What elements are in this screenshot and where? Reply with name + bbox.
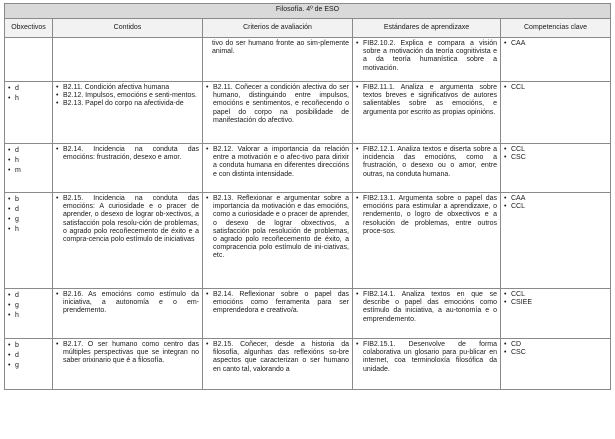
header-obxectivos: Obxectivos xyxy=(5,19,53,38)
competencias-item: • CCL xyxy=(504,146,607,154)
competencias-item: • CSIEE xyxy=(504,299,607,307)
competencias-item: • CD xyxy=(504,341,607,349)
criterios-item: • B2.11. Coñecer a condición afectiva do ser humano, distinguindo entre impulsos, emocións e sentimentos, e recoñecendo o papel do corpo na posibilidade de manifestación do afectivo. xyxy=(206,84,349,125)
cell-estandares xyxy=(353,339,501,390)
competencias-item: • CAA xyxy=(504,195,607,203)
obxectivos-item: • m xyxy=(8,166,49,176)
contidos-item: • B2.12. Impulsos, emocións e senti-mentos. xyxy=(56,92,199,100)
cell-contidos xyxy=(53,144,203,193)
cell-estandares xyxy=(353,82,501,144)
cell-competencias xyxy=(501,289,611,339)
obxectivos-item: • g xyxy=(8,215,49,225)
table-row xyxy=(5,339,611,390)
curriculum-table xyxy=(4,3,611,390)
cell-obxectivos xyxy=(5,289,53,339)
obxectivos-item: • g xyxy=(8,361,49,371)
competencias-item: • CCL xyxy=(504,291,607,299)
obxectivos-item: • h xyxy=(8,94,49,104)
obxectivos-item: • d xyxy=(8,351,49,361)
header-contidos: Contidos xyxy=(53,19,203,38)
cell-contidos xyxy=(53,38,203,82)
competencias-item: • CCL xyxy=(504,84,607,92)
criterios-item: • B2.14. Reflexionar sobre o papel das emocións como ferramenta para ser emprendedora e creativo/a. xyxy=(206,291,349,316)
cell-estandares xyxy=(353,289,501,339)
estandares-item: • FIB2.13.1. Argumenta sobre o papel das emocións para estimular a aprendizaxe, o rendemento, o logro de obxectivos e a resolución de problemas, entre outros proce-sos. xyxy=(356,195,497,236)
header-competencias: Competencias clave xyxy=(501,19,611,38)
estandares-item: • FIB2.15.1. Desenvolve de forma colaborativa un glosario para pu-blicar en internet, coa terminoloxía filosófica da unidade. xyxy=(356,341,497,374)
criterios-item: • B2.13. Reflexionar e argumentar sobre a importancia da motivación e das emocións, como a curiosidade e o pracer de aprender, o desexo de lograr obxectivos, a satisfacción pola resolución de problemas, o agrado polo recoñecemento de éxito, a compracencia polo estímulo de ini-ciativas, etc. xyxy=(206,195,349,261)
cell-obxectivos xyxy=(5,339,53,390)
cell-contidos xyxy=(53,82,203,144)
obxectivos-item: • h xyxy=(8,311,49,321)
estandares-item: • FIB2.11.1. Analiza e argumenta sobre textos breves e significativos de autores salientables sobre as emocións, e argumenta por escrito as propias opinións. xyxy=(356,84,497,117)
cell-criterios xyxy=(203,38,353,82)
cell-obxectivos xyxy=(5,38,53,82)
obxectivos-item: • d xyxy=(8,291,49,301)
obxectivos-item: • d xyxy=(8,84,49,94)
cell-competencias xyxy=(501,339,611,390)
obxectivos-item: • b xyxy=(8,341,49,351)
cell-criterios xyxy=(203,193,353,289)
competencias-item: • CSC xyxy=(504,349,607,357)
estandares-item: • FIB2.10.2. Explica e compara a visión sobre a motivación da teoría cognitivista e a da teoría humanística sobre a motivación. xyxy=(356,40,497,73)
header-criterios: Criterios de avaliación xyxy=(203,19,353,38)
obxectivos-item: • d xyxy=(8,146,49,156)
cell-competencias xyxy=(501,193,611,289)
cell-estandares xyxy=(353,193,501,289)
header-estandares: Estándares de aprendizaxe xyxy=(353,19,501,38)
estandares-item: • FIB2.14.1. Analiza textos en que se describe o papel das emocións como estímulo da iniciativa, a au-tonomía e o emprendemento. xyxy=(356,291,497,324)
cell-criterios xyxy=(203,289,353,339)
obxectivos-item: • h xyxy=(8,225,49,235)
competencias-item: • CCL xyxy=(504,203,607,211)
table-row xyxy=(5,289,611,339)
obxectivos-item: • b xyxy=(8,195,49,205)
table-row xyxy=(5,82,611,144)
cell-contidos xyxy=(53,289,203,339)
contidos-item: • B2.17. O ser humano como centro das múltiples perspectivas que se integran no saber orixinario que é a filosofía. xyxy=(56,341,199,366)
cell-contidos xyxy=(53,339,203,390)
criterios-item: • B2.12. Valorar a importancia da relación entre a motivación e o afec-tivo para dirixir a conduta humana en diferentes direccións e con distinta intensidade. xyxy=(206,146,349,179)
cell-obxectivos xyxy=(5,193,53,289)
cell-obxectivos xyxy=(5,144,53,193)
competencias-item: • CAA xyxy=(504,40,607,48)
estandares-item: • FIB2.12.1. Analiza textos e diserta sobre a incidencia das emocións, como a frustración, o desexo ou o amor, entre outras, na conduta humana. xyxy=(356,146,497,179)
table-row xyxy=(5,144,611,193)
cell-competencias xyxy=(501,144,611,193)
obxectivos-item: • g xyxy=(8,301,49,311)
contidos-item: • B2.11. Condición afectiva humana xyxy=(56,84,199,92)
criterios-item: • B2.15. Coñecer, desde a historia da filosofía, algunhas das reflexións so-bre aspectos que caracterizan o ser humano en canto tal, valorando a xyxy=(206,341,349,374)
cell-estandares xyxy=(353,144,501,193)
cell-criterios xyxy=(203,339,353,390)
cell-criterios xyxy=(203,82,353,144)
contidos-item: • B2.16. As emocións como estímulo da iniciativa, a autonomía e o em-prendemento. xyxy=(56,291,199,316)
obxectivos-item: • h xyxy=(8,156,49,166)
competencias-item: • CSC xyxy=(504,154,607,162)
cell-competencias xyxy=(501,82,611,144)
cell-estandares xyxy=(353,38,501,82)
contidos-item: • B2.15. Incidencia na conduta das emocións: A curiosidade e o pracer de aprender, o desexo de lograr ob-xectivos, a satisfacción pola resolu-ción de problemas, o agrado polo recoñecemento de éxito e a compra-cencia polo estímulo de iniciativas xyxy=(56,195,199,244)
cell-contidos xyxy=(53,193,203,289)
table-row xyxy=(5,193,611,289)
contidos-item: • B2.13. Papel do corpo na afectivida-de xyxy=(56,100,199,108)
header-row xyxy=(5,19,611,38)
table-title: Filosofía. 4º de ESO xyxy=(5,4,611,19)
obxectivos-item: • d xyxy=(8,205,49,215)
cell-criterios xyxy=(203,144,353,193)
contidos-item: • B2.14. Incidencia na conduta das emocións: frustración, desexo e amor. xyxy=(56,146,199,162)
criterios-item: tivo do ser humano fronte ao sim-plemente animal. xyxy=(212,40,349,56)
cell-obxectivos xyxy=(5,82,53,144)
table-row xyxy=(5,38,611,82)
cell-competencias xyxy=(501,38,611,82)
